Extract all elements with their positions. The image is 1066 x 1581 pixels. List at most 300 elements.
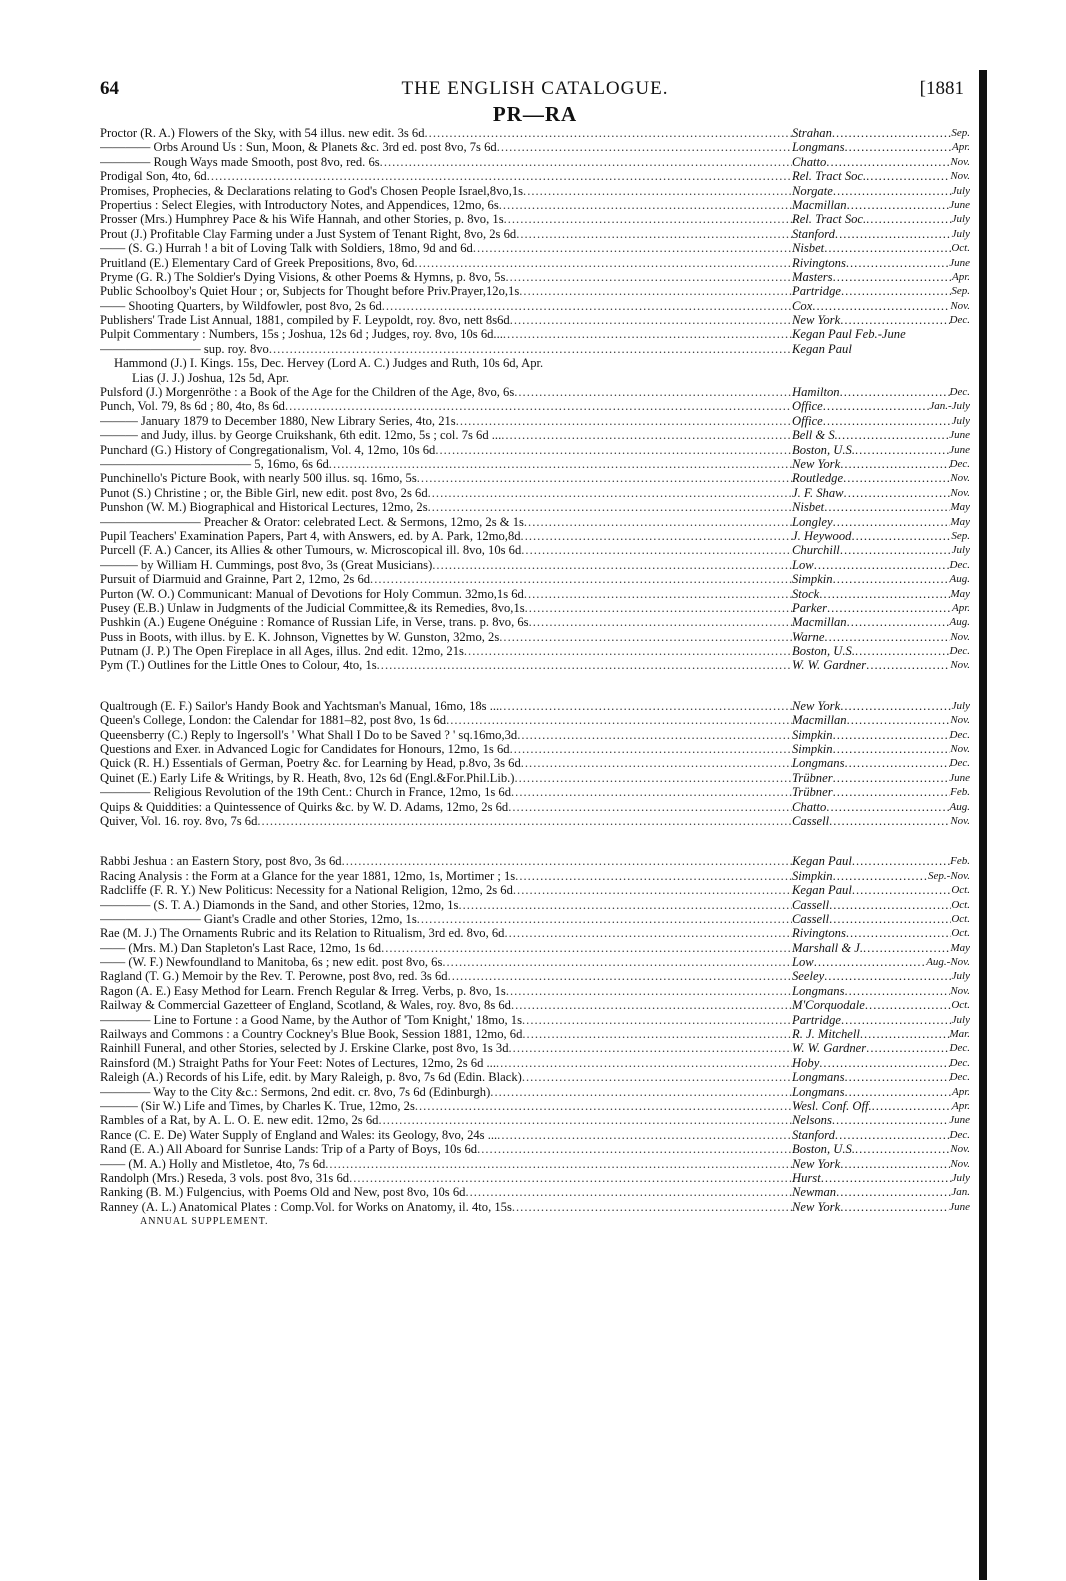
entry-description (100, 699, 792, 713)
leader-dots (855, 1142, 950, 1156)
footer-signature: ANNUAL SUPPLEMENT. (140, 1216, 269, 1228)
leader-dots (380, 155, 792, 169)
entry-publisher-date (792, 1128, 970, 1142)
leader-dots (840, 543, 952, 557)
leader-dots (510, 742, 792, 756)
catalogue-entry (100, 854, 970, 868)
entry-description (100, 126, 792, 140)
entry-month: May (950, 941, 970, 954)
entry-title: Pursuit of Diarmuid and Grainne, Part 2, 12mo, 2s 6d (100, 572, 371, 587)
leader-dots (522, 1027, 792, 1041)
entry-month: Jan.-July (929, 400, 970, 413)
entry-publisher-date (792, 1013, 970, 1027)
entry-publisher: Simpkin (792, 572, 833, 587)
leader-dots (843, 471, 950, 485)
entry-publisher: Longmans (792, 1084, 845, 1099)
leader-dots (510, 313, 792, 327)
entry-publisher: Rivingtons (792, 926, 846, 941)
entry-publisher-date (792, 184, 970, 198)
entry-publisher: Low (792, 955, 814, 970)
leader-dots (370, 572, 792, 586)
entry-title: ———— Way to the City &c.: Sermons, 2nd edit. cr. 8vo, 7s 6d (Edinburgh) (100, 1084, 491, 1099)
entry-month: Dec. (949, 314, 970, 327)
leader-dots (514, 771, 792, 785)
entry-publisher: Hurst (792, 1170, 821, 1185)
leader-dots (435, 443, 792, 457)
entry-description (100, 414, 792, 428)
leader-dots (499, 630, 792, 644)
catalogue-entry (100, 558, 970, 572)
leader-dots (841, 284, 951, 298)
entry-publisher: Macmillan (792, 615, 847, 630)
entry-month: June (949, 443, 970, 456)
leader-dots (496, 1056, 792, 1070)
leader-dots (847, 615, 950, 629)
entry-month: Nov. (950, 814, 970, 827)
catalogue-entry (100, 457, 970, 471)
leader-dots (465, 1185, 792, 1199)
entry-description (100, 998, 792, 1012)
page-number: 64 (100, 78, 119, 99)
entry-publisher: New York (792, 698, 841, 713)
catalogue-entry (100, 399, 970, 413)
entry-month: Nov. (950, 155, 970, 168)
leader-dots (846, 926, 951, 940)
leader-dots (833, 742, 951, 756)
entry-publisher: M'Corquodale (792, 998, 865, 1013)
leader-dots (285, 399, 792, 413)
entry-month: Feb. (950, 786, 970, 799)
leader-dots (823, 414, 952, 428)
entry-title: Proctor (R. A.) Flowers of the Sky, with 54 illus. new edit. 3s 6d (100, 126, 425, 140)
entry-description (100, 212, 792, 226)
leader-dots (840, 457, 949, 471)
entry-title: ——— by William H. Cummings, post 8vo, 3s (Great Musicians) (100, 557, 433, 572)
entry-title: Quick (R. H.) Essentials of German, Poetry &c. for Learning by Head, p.8vo, 3s 6d (100, 756, 521, 771)
entry-publisher-date (792, 428, 970, 442)
catalogue-entry (100, 184, 970, 198)
entry-month: Apr. (951, 1085, 970, 1098)
leader-dots (473, 241, 792, 255)
entry-title: Purton (W. O.) Communicant: Manual of Devotions for Holy Commun. 32mo,1s 6d (100, 586, 524, 601)
entry-title: Pupil Teachers' Examination Papers, Part 4, with Answers, ed. by A. Park, 12mo,8d (100, 528, 521, 543)
leader-dots (821, 1171, 952, 1185)
leader-dots (835, 1128, 950, 1142)
leader-dots (840, 699, 951, 713)
leader-dots (377, 658, 792, 672)
entry-publisher-date (792, 1099, 970, 1113)
leader-dots (505, 270, 792, 284)
catalogue-entry (100, 615, 970, 629)
entry-description (100, 428, 792, 442)
entry-publisher-date (792, 898, 970, 912)
catalogue-entry (100, 169, 970, 183)
catalogue-entry (100, 728, 970, 742)
leader-dots (499, 699, 792, 713)
leader-dots (840, 385, 950, 399)
entry-description (100, 385, 792, 399)
entry-publisher-date (792, 443, 970, 457)
leader-dots (866, 169, 950, 183)
entry-description (100, 1157, 792, 1171)
catalogue-page (100, 78, 970, 1227)
leader-dots (521, 543, 792, 557)
entry-title: ———————— sup. roy. 8vo (100, 341, 269, 356)
catalogue-entry (100, 756, 970, 770)
leader-dots (415, 1099, 792, 1113)
entry-description (100, 1113, 792, 1127)
running-title: THE ENGLISH CATALOGUE. (401, 78, 669, 99)
leader-dots (833, 572, 950, 586)
entry-description (100, 912, 792, 926)
entry-publisher-date (792, 342, 970, 356)
leader-dots (329, 457, 792, 471)
leader-dots (514, 385, 792, 399)
leader-dots (865, 998, 951, 1012)
entry-title: Quips & Quiddities: a Quintessence of Quirks &c. by W. D. Adams, 12mo, 2s 6d (100, 799, 509, 814)
leader-dots (524, 587, 792, 601)
leader-dots (522, 1070, 792, 1084)
entry-title: ——— January 1879 to December 1880, New Library Series, 4to, 21s (100, 413, 456, 428)
entry-description (100, 883, 792, 897)
entry-month: July (951, 970, 970, 983)
entry-publisher-date (792, 814, 970, 828)
hammond-line: Lias (J. J.) Joshua, 12s 5d, Apr. (132, 370, 290, 385)
leader-dots (826, 800, 949, 814)
entry-publisher: Boston, U.S. (792, 1142, 855, 1157)
leader-dots (428, 500, 792, 514)
entry-title: Queensberry (C.) Reply to Ingersoll's ' What Shall I Do to be Saved ? ' sq.16mo,3d (100, 727, 518, 742)
entry-month: Nov. (950, 299, 970, 312)
leader-dots (325, 1157, 792, 1171)
catalogue-entry (100, 212, 970, 226)
leader-dots (824, 500, 950, 514)
entry-publisher: Chatto (792, 799, 827, 814)
entry-month: June (949, 1200, 970, 1213)
catalogue-entry (100, 198, 970, 212)
catalogue-entry (100, 327, 970, 341)
leader-dots (847, 713, 951, 727)
entry-month: Oct. (951, 898, 970, 911)
leader-dots (504, 212, 792, 226)
entry-month: Feb. (950, 855, 970, 868)
leader-dots (523, 184, 792, 198)
leader-dots (519, 284, 792, 298)
catalogue-entry (100, 1041, 970, 1055)
entry-title: Rae (M. J.) The Ornaments Rubric and its Relation to Ritualism, 3rd ed. 8vo, 6d (100, 926, 505, 941)
entry-description (100, 1128, 792, 1142)
entry-description (100, 313, 792, 327)
entry-title: Railway & Commercial Gazetteer of England, Scotland, & Wales, roy. 8vo, 8s 6d (100, 998, 511, 1013)
entry-publisher-date (792, 1041, 970, 1055)
entry-publisher-date (792, 1171, 970, 1185)
entry-description (100, 284, 792, 298)
entry-title: Punot (S.) Christine ; or, the Bible Girl, new edit. post 8vo, 2s 6d (100, 485, 428, 500)
entry-title: Prout (J.) Profitable Clay Farming under a Just System of Tenant Right, 8vo, 2s 6d (100, 226, 517, 241)
entry-month: Sep.-Nov. (928, 869, 970, 882)
entry-month: Dec. (949, 558, 970, 571)
catalogue-entry (100, 572, 970, 586)
catalogue-entry (100, 630, 970, 644)
entry-month: Nov. (950, 659, 970, 672)
entry-description (100, 457, 792, 471)
entry-title: Pushkin (A.) Eugene Onéguine : Romance of Russian Life, in Verse, trans. p. 8vo, 6s (100, 615, 529, 630)
entry-month: Aug.-Nov. (926, 956, 970, 969)
leader-dots (456, 414, 792, 428)
entry-description (100, 1099, 792, 1113)
entry-title: Ragon (A. E.) Easy Method for Learn. French Regular & Irreg. Verbs, p. 8vo, 1s (100, 983, 506, 998)
catalogue-entry (100, 414, 970, 428)
entry-publisher: Kegan Paul Feb.-June (792, 327, 906, 342)
leader-dots (840, 1200, 949, 1214)
catalogue-entry (100, 385, 970, 399)
entry-description (100, 785, 792, 799)
entry-publisher-date (792, 486, 970, 500)
entry-publisher: Masters (792, 269, 833, 284)
leader-dots (836, 1185, 951, 1199)
entry-title: Queen's College, London: the Calendar for 1881–82, post 8vo, 1s 6d (100, 713, 447, 728)
leader-dots (855, 644, 950, 658)
entry-title: Punshon (W. M.) Biographical and Historical Lectures, 12mo, 2s (100, 500, 428, 515)
entry-month: Dec. (949, 457, 970, 470)
entry-month: June (949, 1114, 970, 1127)
entry-month: Dec. (949, 645, 970, 658)
entry-month: July (951, 414, 970, 427)
entry-publisher: Office (792, 413, 823, 428)
leader-dots (835, 227, 952, 241)
catalogue-entry (100, 658, 970, 672)
entry-month: Jan. (951, 1186, 970, 1199)
catalogue-entry (100, 515, 970, 529)
catalogue-entry (100, 955, 970, 969)
leader-dots (509, 1041, 792, 1055)
entry-title: Randolph (Mrs.) Reseda, 3 vols. post 8vo, 31s 6d (100, 1170, 350, 1185)
entry-publisher: Newman (792, 1185, 837, 1200)
catalogue-entry (100, 1070, 970, 1084)
entry-title: Railways and Commons : a Country Cockney's Blue Book, Session 1881, 12mo, 6d (100, 1027, 523, 1042)
section-heading: PR—RA (492, 102, 578, 126)
entry-publisher: Kegan Paul (792, 854, 852, 869)
entry-title: ———— (S. T. A.) Diamonds in the Sand, and other Stories, 12mo, 1s (100, 897, 459, 912)
catalogue-entry (100, 342, 970, 356)
entry-description (100, 1171, 792, 1185)
page-header (100, 78, 970, 102)
catalogue-entry (100, 1085, 970, 1099)
catalogue-entry (100, 284, 970, 298)
catalogue-entry (100, 126, 970, 140)
leader-dots (446, 713, 792, 727)
leader-dots (417, 912, 792, 926)
entry-month: Nov. (950, 743, 970, 756)
entry-publisher: Norgate (792, 183, 833, 198)
catalogue-entry (100, 256, 970, 270)
entry-month: Sep. (951, 529, 970, 542)
leader-dots (477, 1142, 792, 1156)
entry-title: Punch, Vol. 79, 8s 6d ; 80, 4to, 8s 6d (100, 399, 285, 414)
entry-title: Quinet (E.) Early Life & Writings, by R. Heath, 8vo, 12s 6d (Engl.&For.Phil.Lib.) (100, 770, 515, 785)
entry-publisher-date (792, 713, 970, 727)
entry-title: —— Shooting Quarters, by Wildfowler, post 8vo, 2s 6d (100, 298, 382, 313)
catalogue-entry (100, 486, 970, 500)
leader-dots (829, 814, 950, 828)
leader-dots (833, 728, 950, 742)
entry-month: Oct. (951, 242, 970, 255)
entry-publisher: Simpkin (792, 868, 833, 883)
entry-description (100, 1142, 792, 1156)
entry-description (100, 756, 792, 770)
entry-publisher: Trübner (792, 785, 833, 800)
leader-dots (497, 1128, 792, 1142)
entry-month: Nov. (950, 1157, 970, 1170)
entry-description (100, 1056, 792, 1070)
leader-dots (860, 1027, 950, 1041)
entry-month: Sep. (951, 285, 970, 298)
entry-description (100, 399, 792, 413)
entry-title: Prodigal Son, 4to, 6d (100, 169, 207, 184)
entry-description (100, 1185, 792, 1199)
entry-description (100, 184, 792, 198)
entry-description (100, 601, 792, 615)
entry-description (100, 814, 792, 828)
leader-dots (515, 869, 792, 883)
leader-dots (844, 1070, 949, 1084)
entry-publisher-date (792, 270, 970, 284)
year-label: [1881 (919, 78, 964, 99)
entry-title: Puss in Boots, with illus. by E. K. Johnson, Vignettes by W. Gunston, 32mo, 2s (100, 629, 500, 644)
catalogue-entry (100, 814, 970, 828)
entry-publisher-date (792, 728, 970, 742)
entry-publisher: Trübner (792, 770, 833, 785)
entry-title: Raleigh (A.) Records of his Life, edit. by Mary Raleigh, p. 8vo, 7s 6d (Edin. Black) (100, 1070, 522, 1085)
entry-publisher-date (792, 241, 970, 255)
entry-publisher: Cox (792, 298, 813, 313)
entry-description (100, 471, 792, 485)
entry-month: May (950, 587, 970, 600)
entry-publisher-date (792, 771, 970, 785)
entry-title: ———— Religious Revolution of the 19th Cent.: Church in France, 12mo, 1s 6d (100, 785, 512, 800)
catalogue-entry (100, 500, 970, 514)
entry-publisher: Bell & S. (792, 428, 838, 443)
leader-dots (851, 529, 951, 543)
entry-month: May (950, 501, 970, 514)
entry-month: Nov. (950, 472, 970, 485)
leader-dots (506, 984, 792, 998)
entry-description (100, 486, 792, 500)
leader-dots (847, 198, 950, 212)
entry-description (100, 869, 792, 883)
entry-description (100, 984, 792, 998)
entry-description (100, 630, 792, 644)
leader-dots (499, 198, 792, 212)
hammond-subentries (100, 356, 970, 385)
catalogue-entry (100, 155, 970, 169)
leader-dots (442, 955, 792, 969)
entry-description (100, 644, 792, 658)
leader-dots (425, 126, 792, 140)
leader-dots (511, 785, 792, 799)
entry-publisher-date (792, 941, 970, 955)
leader-dots (827, 601, 952, 615)
entry-description (100, 1013, 792, 1027)
entry-month: Apr. (951, 270, 970, 283)
entry-publisher: Boston, U.S. (792, 442, 855, 457)
entry-publisher: Rel. Tract Soc. (792, 169, 867, 184)
entry-publisher-date (792, 457, 970, 471)
leader-dots (866, 212, 952, 226)
catalogue-entry (100, 587, 970, 601)
entry-publisher-date (792, 212, 970, 226)
entry-description (100, 1085, 792, 1099)
leader-dots (342, 854, 792, 868)
leader-dots (824, 241, 951, 255)
catalogue-entry (100, 543, 970, 557)
entry-month: July (951, 213, 970, 226)
entry-title: Qualtrough (E. F.) Sailor's Handy Book and Yachtsman's Manual, 16mo, 18s ... (100, 698, 500, 713)
entry-publisher-date (792, 800, 970, 814)
entry-publisher: Simpkin (792, 727, 833, 742)
entry-publisher: Nisbet (792, 500, 825, 515)
leader-dots (417, 471, 792, 485)
catalogue-entry (100, 1142, 970, 1156)
entry-month: Apr. (951, 601, 970, 614)
leader-dots (840, 313, 949, 327)
entry-title: Quiver, Vol. 16. roy. 8vo, 7s 6d (100, 813, 258, 828)
leader-dots (497, 140, 792, 154)
catalogue-entry (100, 800, 970, 814)
entry-title: Ranney (A. L.) Anatomical Plates : Comp.Vol. for Works on Anatomy, il. 4to, 15s (100, 1199, 512, 1214)
leader-dots (464, 644, 792, 658)
entry-month: June (949, 771, 970, 784)
entry-description (100, 713, 792, 727)
entry-description (100, 800, 792, 814)
entry-month: July (951, 227, 970, 240)
entry-publisher: Wesl. Conf. Off. (792, 1099, 872, 1113)
entry-title: Rainhill Funeral, and other Stories, selected by J. Erskine Clarke, post 8vo, 1s 3d (100, 1041, 509, 1056)
entry-publisher: J. Heywood (792, 528, 852, 543)
leader-dots (349, 1171, 792, 1185)
catalogue-entry (100, 771, 970, 785)
entry-title: Rance (C. E. De) Water Supply of England and Wales: its Geology, 8vo, 24s ... (100, 1127, 498, 1142)
entry-month: Aug. (949, 573, 970, 586)
entry-month: Dec. (949, 1071, 970, 1084)
entry-title: Prosser (Mrs.) Humphrey Pace & his Wife Hannah, and other Stories, p. 8vo, 1s (100, 212, 504, 227)
leader-dots (829, 898, 951, 912)
leader-dots (516, 227, 792, 241)
leader-dots (503, 327, 792, 341)
entry-publisher-date (792, 169, 970, 183)
leader-dots (269, 342, 792, 356)
catalogue-entry (100, 699, 970, 713)
entry-publisher: Cassell (792, 813, 830, 828)
r-entries (100, 854, 970, 1214)
entry-publisher-date (792, 500, 970, 514)
entry-description (100, 572, 792, 586)
leader-dots (814, 558, 950, 572)
entry-month: Oct. (951, 912, 970, 925)
entry-description (100, 926, 792, 940)
entry-description (100, 515, 792, 529)
entry-publisher: Cassell (792, 897, 830, 912)
entry-title: Propertius : Select Elegies, with Introductory Notes, and Appendices, 12mo, 6s (100, 197, 499, 212)
entry-title: Ranking (B. M.) Fulgencius, with Poems Old and New, post 8vo, 10s 6d (100, 1185, 466, 1200)
entry-publisher-date (792, 299, 970, 313)
entry-month: Sep. (951, 127, 970, 139)
entry-publisher-date (792, 227, 970, 241)
entry-publisher-date (792, 926, 970, 940)
catalogue-entry (100, 1200, 970, 1214)
entry-description (100, 543, 792, 557)
entry-title: Pryme (G. R.) The Soldier's Dying Visions, & other Poems & Hymns, p. 8vo, 5s (100, 269, 506, 284)
